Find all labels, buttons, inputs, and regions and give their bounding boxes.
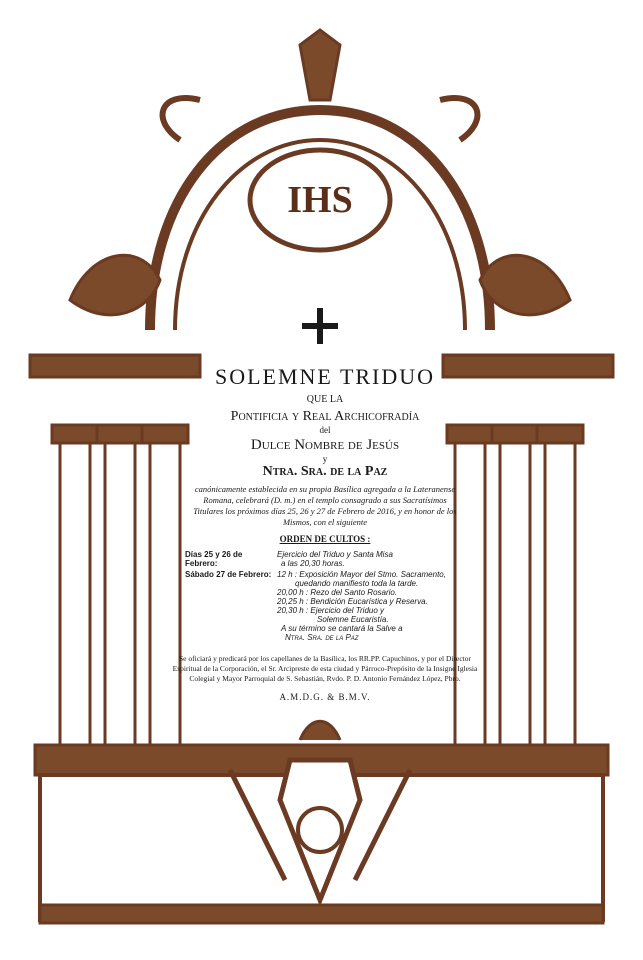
right-key bbox=[355, 770, 410, 880]
ntra-sra: Ntra. Sra. de la Paz bbox=[262, 464, 388, 479]
right-column-3 bbox=[545, 440, 575, 745]
schedule-item: 20,00 h : Rezo del Santo Rosario. bbox=[277, 588, 398, 597]
del-word: del bbox=[319, 425, 331, 435]
schedule-item: 20,30 h : Ejercicio del Triduo y bbox=[277, 606, 385, 615]
schedule-item: Solemne Eucaristía. bbox=[317, 615, 389, 624]
schedule-item: A su término se cantará la Salve a bbox=[281, 624, 403, 633]
schedule-item: a las 20,30 horas. bbox=[281, 559, 345, 568]
amdg-motto: A.M.D.G. & B.M.V. bbox=[279, 692, 371, 702]
y-word: y bbox=[322, 454, 328, 464]
dulce-nombre: Dulce Nombre de Jesús bbox=[250, 437, 400, 453]
schedule-day: Sábado 27 de Febrero: bbox=[185, 570, 272, 579]
schedule-row bbox=[185, 570, 465, 642]
ihs-monogram: IHS bbox=[287, 179, 353, 221]
announcement-panel bbox=[172, 358, 478, 748]
orden-heading: ORDEN DE CULTOS : bbox=[279, 534, 371, 544]
left-key bbox=[230, 770, 285, 880]
schedule-item: Ejercicio del Triduo y Santa Misa bbox=[277, 550, 393, 559]
right-column-2 bbox=[500, 440, 530, 745]
schedule-day: Días 25 y 26 de Febrero: bbox=[185, 550, 243, 568]
closing-paragraph: Se oficiará y predicará por los capellanes de la Basílica, los RR.PP. Capuchinos, y por el Director Espiritual de la Corporación, el Sr. Arcipreste de esta ciudad y Párroco-Prepósito de la Insigne Iglesia Colegial y Mayor Parroquial de S. Sebastián, Rvdo. P. D. Antonio Fernández López, Pbro. bbox=[172, 654, 478, 683]
left-column-3 bbox=[150, 440, 180, 745]
right-entablature bbox=[443, 355, 613, 377]
schedule-item: 12 h : Exposición Mayor del Stmo. Sacramento, bbox=[277, 570, 446, 579]
cross-icon bbox=[302, 308, 338, 344]
top-vase-ornament bbox=[300, 30, 340, 100]
schedule-item: 20,25 h : Bendición Eucarística y Reserva. bbox=[277, 597, 428, 606]
left-column-1 bbox=[60, 440, 90, 745]
schedule-item: quedando manifiesto toda la tarde. bbox=[295, 579, 419, 588]
left-column-2 bbox=[105, 440, 135, 745]
schedule-row bbox=[185, 550, 465, 568]
title: SOLEMNE TRIDUO bbox=[214, 364, 436, 389]
schedule-item: Ntra. Sra. de la Paz bbox=[285, 633, 359, 642]
intro-paragraph: canónicamente establecida en su propia Basílica agregada a la Lateranense Romana, celebrará (D. m.) en el templo consagrado a sus Sacratísimos Titulares los próximos días 25, 26 y 27 de Febrero de 2016, y en honor de los Mismos, con el siguiente bbox=[193, 484, 457, 527]
que-la: QUE LA bbox=[306, 394, 344, 405]
brotherhood-name: Pontificia y Real Archicofradía bbox=[230, 409, 420, 424]
schedule bbox=[185, 550, 465, 642]
coat-of-arms bbox=[280, 760, 360, 900]
left-entablature bbox=[30, 355, 200, 377]
